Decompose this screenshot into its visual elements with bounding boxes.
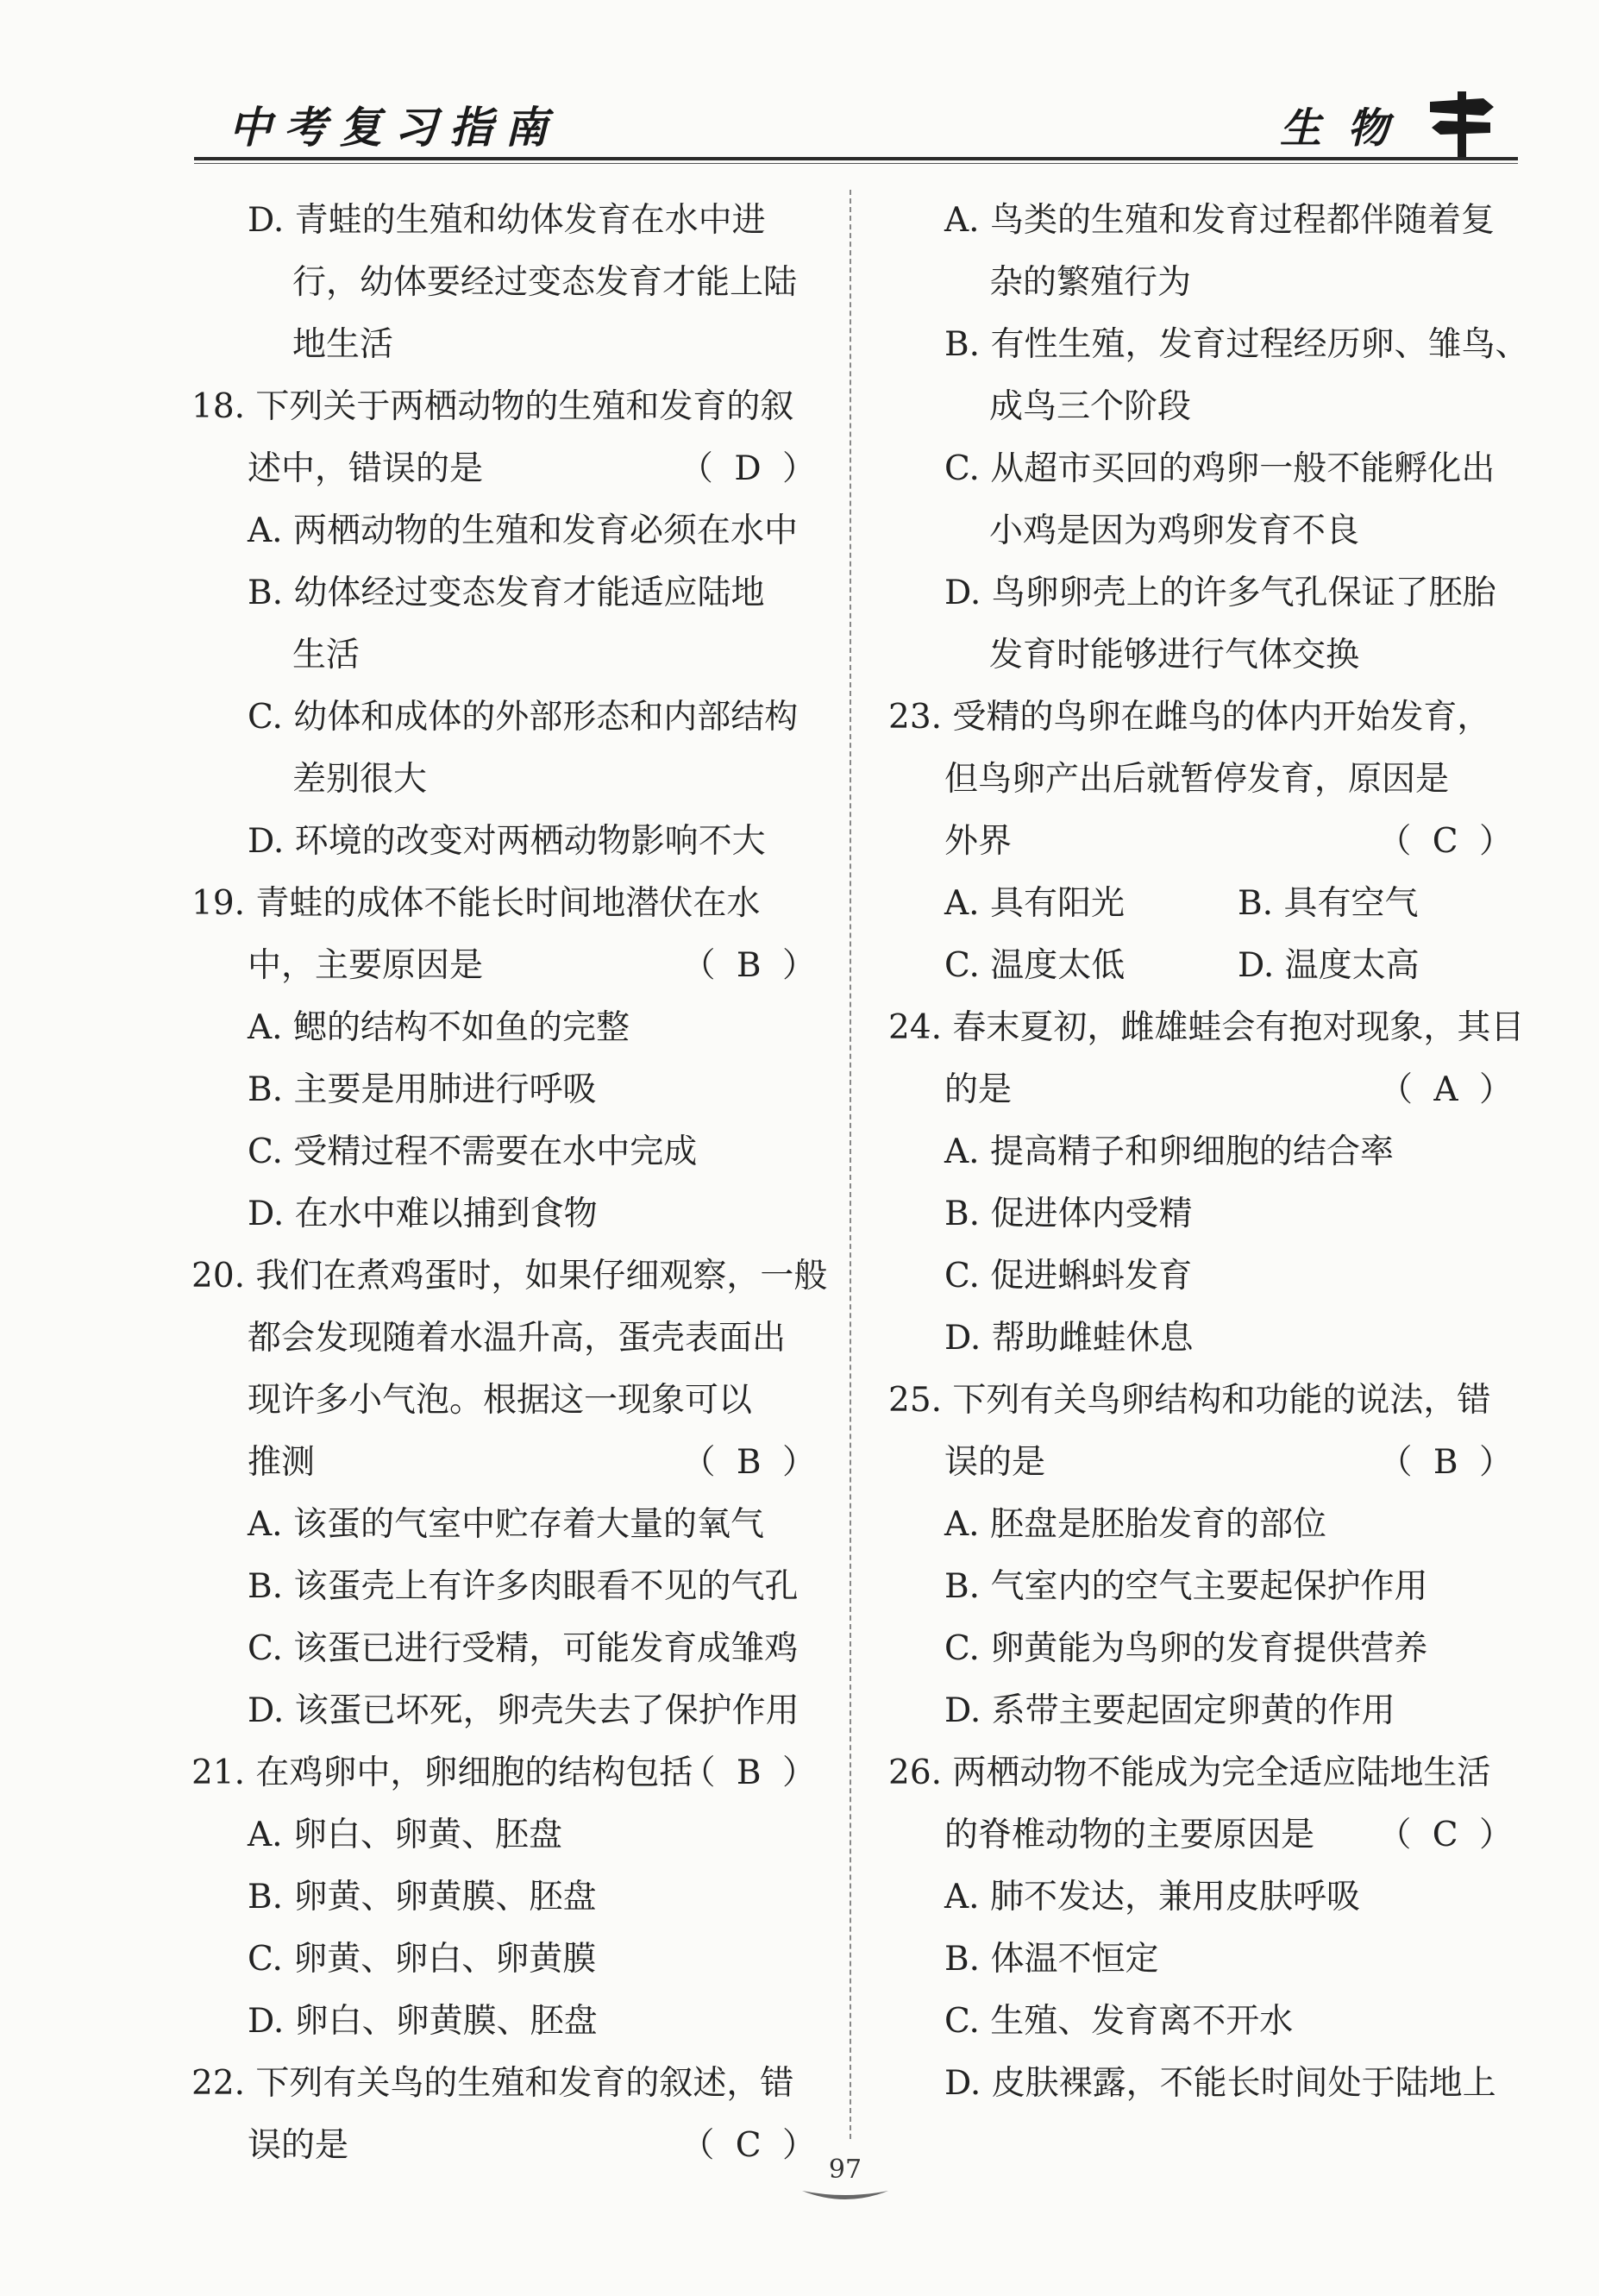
question-continuation (191, 1432, 821, 1494)
right-column (888, 190, 1529, 2115)
option-line (191, 1059, 821, 1121)
question-continuation (191, 1308, 821, 1370)
line-text: C. 幼体和成体的外部形态和内部结构 (248, 698, 799, 737)
line-text: B. 有性生殖，发育过程经历卵、雏鸟、 (944, 325, 1529, 364)
question-line (191, 376, 821, 438)
line-text: 小鸡是因为鸡卵发育不良 (989, 511, 1360, 550)
answer-mark: （ A ） (1379, 1070, 1518, 1109)
line-text: 19. 青蛙的成体不能长时间地潜伏在水 (191, 884, 761, 923)
question-line (191, 2053, 821, 2115)
option-line (888, 562, 1518, 624)
line-text: 误的是 (944, 1443, 1046, 1482)
line-text: 生活 (292, 636, 361, 674)
question-line (191, 873, 821, 935)
line-text: 的是 (944, 1070, 1013, 1109)
question-continuation (888, 1432, 1518, 1494)
option-line (191, 1991, 821, 2053)
option-line (191, 1121, 821, 1183)
line-text: A. 鳃的结构不如鱼的完整 (248, 1008, 630, 1047)
line-text: B. 主要是用肺进行呼吸 (248, 1070, 597, 1109)
option-line (191, 1618, 821, 1680)
option-line (191, 687, 821, 749)
question-continuation (191, 438, 821, 500)
option-line (888, 1494, 1518, 1556)
page-number: 97 (828, 2155, 862, 2185)
column-divider (850, 190, 851, 2139)
option-line (191, 624, 821, 687)
line-text: D. 青蛙的生殖和幼体发育在水中进 (248, 201, 766, 240)
line-text: C. 生殖、发育离不开水 (944, 2002, 1294, 2041)
line-text: A. 胚盘是胚胎发育的部位 (944, 1505, 1326, 1544)
answer-mark: （ B ） (681, 1753, 821, 1792)
line-text: D. 在水中难以捕到食物 (248, 1195, 598, 1233)
option-text: C. 温度太低 (944, 946, 1126, 985)
option-line (191, 190, 821, 252)
line-text: D. 帮助雌蛙休息 (944, 1319, 1194, 1358)
line-text: 述中，错误的是 (248, 449, 484, 488)
line-text: B. 该蛋壳上有许多肉眼看不见的气孔 (248, 1567, 799, 1606)
option-line (191, 1183, 821, 1245)
line-text: B. 卵黄、卵黄膜、胚盘 (248, 1878, 597, 1916)
option-line (888, 1556, 1518, 1618)
line-text: A. 卵白、卵黄、胚盘 (248, 1816, 562, 1854)
question-line (191, 1742, 821, 1804)
line-text: A. 提高精子和卵细胞的结合率 (944, 1132, 1394, 1171)
left-column (191, 190, 828, 2177)
option-line (191, 1494, 821, 1556)
option-line (191, 749, 821, 811)
line-text: D. 系带主要起固定卵黄的作用 (944, 1691, 1395, 1730)
question-line (888, 1370, 1518, 1432)
option-line (191, 252, 821, 314)
question-continuation (888, 811, 1518, 873)
line-text: C. 从超市买回的鸡卵一般不能孵化出 (944, 449, 1496, 488)
line-text: 行，幼体要经过变态发育才能上陆 (292, 263, 798, 302)
line-text: B. 体温不恒定 (944, 1940, 1159, 1979)
line-text: 21. 在鸡卵中，卵细胞的结构包括 (191, 1753, 693, 1792)
book-title: 中考复习指南 (229, 102, 560, 153)
line-text: 推测 (248, 1443, 316, 1482)
line-text: C. 卵黄能为鸟卵的发育提供营养 (944, 1629, 1428, 1668)
page-header (194, 86, 1518, 164)
line-text: 18. 下列关于两栖动物的生殖和发育的叙 (191, 387, 794, 426)
question-continuation (191, 1370, 821, 1432)
line-text: B. 促进体内受精 (944, 1195, 1193, 1233)
line-text: A. 该蛋的气室中贮存着大量的氧气 (248, 1505, 764, 1544)
line-text: D. 皮肤裸露，不能长时间处于陆地上 (944, 2064, 1496, 2103)
line-text: 26. 两栖动物不能成为完全适应陆地生活 (888, 1753, 1491, 1792)
line-text: B. 幼体经过变态发育才能适应陆地 (248, 574, 765, 612)
option-text: B. 具有空气 (1238, 884, 1419, 923)
option-text: A. 具有阳光 (944, 884, 1125, 923)
option-line (888, 624, 1518, 687)
option-line (888, 1183, 1518, 1245)
line-text: D. 环境的改变对两栖动物影响不大 (248, 822, 766, 861)
line-text: 成鸟三个阶段 (989, 387, 1192, 426)
question-continuation (888, 1804, 1518, 1866)
question-continuation (888, 1059, 1518, 1121)
answer-mark: （ B ） (681, 1443, 821, 1482)
option-line (191, 1680, 821, 1742)
signpost-icon (1423, 86, 1501, 164)
header-rule-thin (194, 163, 1518, 164)
option-line (888, 438, 1518, 500)
line-text: 差别很大 (292, 760, 428, 799)
question-continuation (888, 749, 1518, 811)
question-line (888, 687, 1518, 749)
line-text: A. 肺不发达，兼用皮肤呼吸 (944, 1878, 1360, 1916)
option-line (888, 2053, 1518, 2115)
line-text: C. 受精过程不需要在水中完成 (248, 1132, 698, 1171)
line-text: 杂的繁殖行为 (989, 263, 1192, 302)
option-line (888, 1618, 1518, 1680)
answer-mark: （ C ） (1377, 1816, 1518, 1854)
option-line (191, 562, 821, 624)
option-line (191, 997, 821, 1059)
option-line (191, 1929, 821, 1991)
line-text: 的脊椎动物的主要原因是 (944, 1816, 1315, 1854)
line-text: A. 两栖动物的生殖和发育必须在水中 (248, 511, 798, 550)
answer-mark: （ C ） (1377, 822, 1518, 861)
option-line (888, 500, 1518, 562)
line-text: 都会发现随着水温升高，蛋壳表面出 (248, 1319, 787, 1358)
option-line (888, 1245, 1518, 1308)
option-line (888, 376, 1518, 438)
option-line (191, 1804, 821, 1866)
subject-label: 生物 (1279, 104, 1414, 153)
line-text: 地生活 (292, 325, 394, 364)
option-line (888, 252, 1518, 314)
answer-mark: （ B ） (681, 946, 821, 985)
question-continuation (191, 935, 821, 997)
line-text: C. 卵黄、卵白、卵黄膜 (248, 1940, 597, 1979)
answer-mark: （ D ） (679, 449, 821, 488)
line-text: 24. 春末夏初，雌雄蛙会有抱对现象，其目 (888, 1008, 1525, 1047)
option-line (191, 314, 821, 376)
line-text: 误的是 (248, 2126, 349, 2165)
header-rule (194, 157, 1518, 160)
option-pair (888, 935, 1518, 997)
option-line (888, 190, 1518, 252)
line-text: 23. 受精的鸟卵在雌鸟的体内开始发育， (888, 698, 1491, 737)
answer-mark: （ C ） (680, 2126, 821, 2165)
line-text: 现许多小气泡。根据这一现象可以 (248, 1381, 753, 1420)
option-pair (888, 873, 1518, 935)
option-line (888, 1680, 1518, 1742)
answer-mark: （ B ） (1378, 1443, 1518, 1482)
option-line (191, 500, 821, 562)
line-text: D. 鸟卵卵壳上的许多气孔保证了胚胎 (944, 574, 1496, 612)
option-line (888, 314, 1529, 376)
line-text: D. 该蛋已坏死，卵壳失去了保护作用 (248, 1691, 800, 1730)
option-line (191, 811, 821, 873)
line-text: D. 卵白、卵黄膜、胚盘 (248, 2002, 598, 2041)
line-text: 中，主要原因是 (248, 946, 484, 985)
line-text: 发育时能够进行气体交换 (989, 636, 1360, 674)
question-line (191, 1245, 828, 1308)
question-continuation (191, 2115, 821, 2177)
option-line (888, 1991, 1518, 2053)
line-text: 外界 (944, 822, 1013, 861)
question-line (888, 1742, 1518, 1804)
option-line (888, 1121, 1518, 1183)
line-text: B. 气室内的空气主要起保护作用 (944, 1567, 1428, 1606)
option-line (888, 1929, 1518, 1991)
line-text: C. 促进蝌蚪发育 (944, 1257, 1193, 1295)
page-footer (781, 2155, 910, 2215)
line-text: C. 该蛋已进行受精，可能发育成雏鸡 (248, 1629, 799, 1668)
line-text: A. 鸟类的生殖和发育过程都伴随着复 (944, 201, 1495, 240)
line-text: 但鸟卵产出后就暂停发育，原因是 (944, 760, 1450, 799)
option-line (888, 1866, 1518, 1929)
line-text: 20. 我们在煮鸡蛋时，如果仔细观察，一般 (191, 1257, 828, 1295)
line-text: 22. 下列有关鸟的生殖和发育的叙述，错 (191, 2064, 794, 2103)
option-text: D. 温度太高 (1238, 946, 1420, 985)
option-line (888, 1308, 1518, 1370)
question-line (888, 997, 1525, 1059)
option-line (191, 1866, 821, 1929)
footer-ornament-icon (798, 2186, 893, 2205)
option-line (191, 1556, 821, 1618)
line-text: 25. 下列有关鸟卵结构和功能的说法，错 (888, 1381, 1491, 1420)
